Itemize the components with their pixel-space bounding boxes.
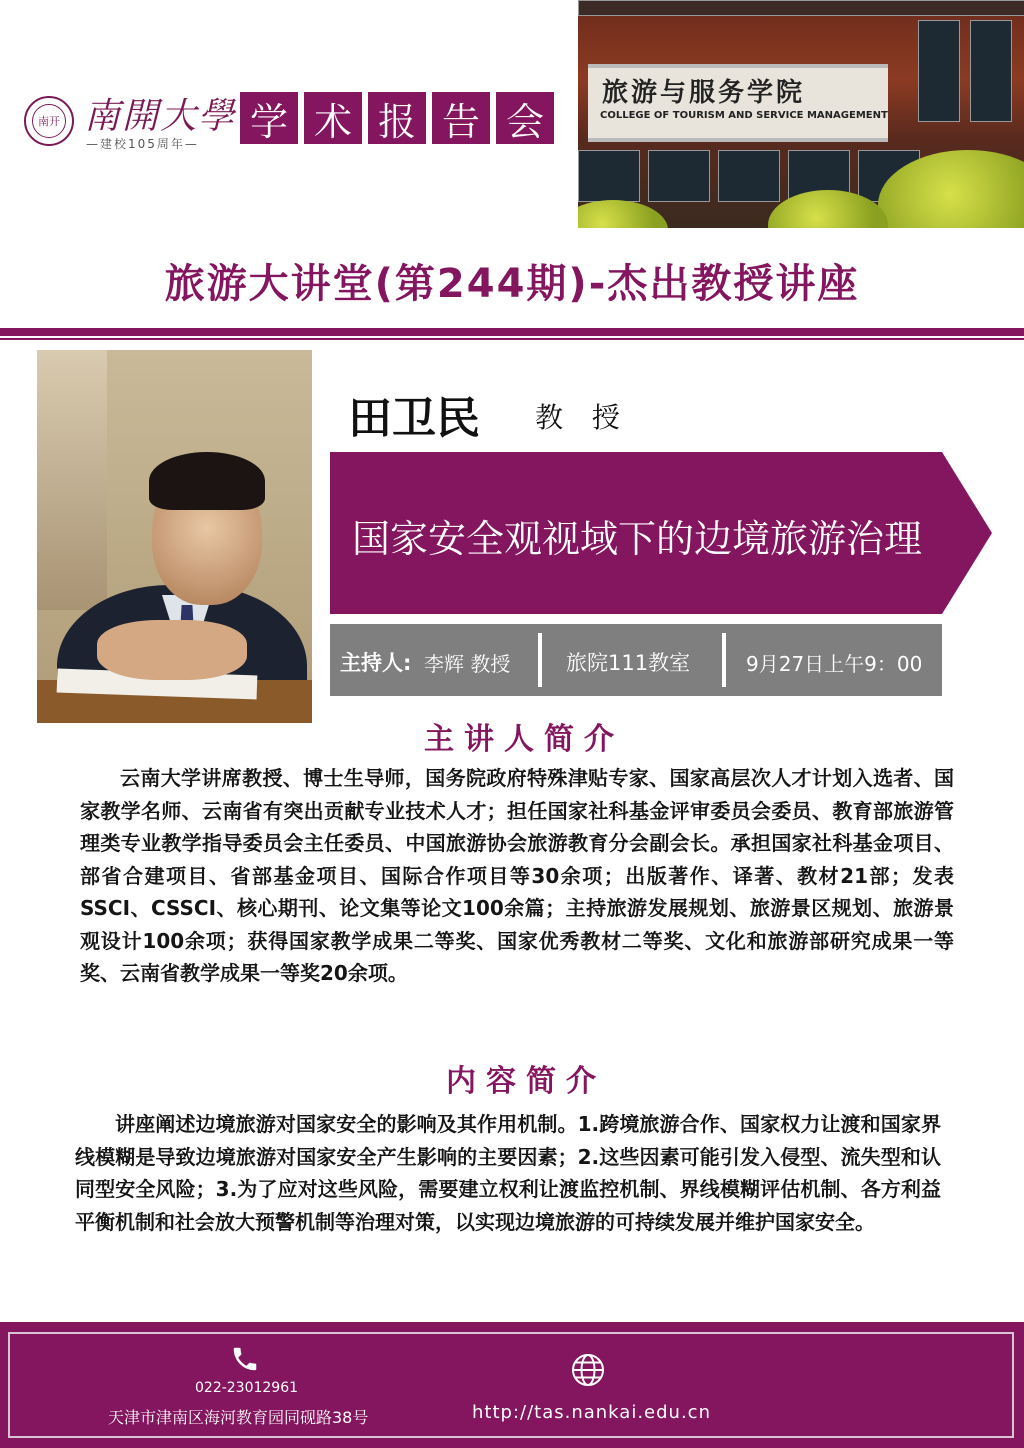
college-building-photo [578,0,1024,228]
event-type-char: 术 [304,92,362,144]
footer-website-link[interactable]: http://tas.nankai.edu.cn [472,1402,711,1423]
event-type-char: 学 [240,92,298,144]
footer-phone: 022-23012961 [195,1380,299,1396]
event-type-char: 告 [432,92,490,144]
summary-text: 讲座阐述边境旅游对国家安全的影响及其作用机制。1.跨境旅游合作、国家权力让渡和国家界线模糊是导致边境旅游对国家安全产生影响的主要因素；2.这些因素可能引发入侵型、流失型和认同型安全风险；3.为了应对这些风险，需要建立权利让渡监控机制、界线模糊评估机制、各方利益平衡机制和社会放大预警机制等治理对策，以实现边境旅游的可持续发展并维护国家安全。 [75,1112,941,1234]
bio-text: 云南大学讲席教授、博士生导师，国务院政府特殊津贴专家、国家高层次人才计划入选者、国家教学名师、云南省有突出贡献专业技术人才；担任国家社科基金评审委员会委员、教育部旅游管理类专业教学指导委员会主任委员、中国旅游协会旅游教育分会副会长。承担国家社科基金项目、部省合建项目、省部基金项目、国际合作项目等30余项；出版著作、译著、教材21部；发表SSCI、CSSCI、核心期刊、论文集等论文100余篇；主持旅游发展规划、旅游景区规划、旅游景观设计100余项；获得国家教学成果二等奖、国家优秀教材二等奖、文化和旅游部研究成果一等奖、云南省教学成果一等奖20余项。 [80,766,954,985]
building-sign-en: COLLEGE OF TOURISM AND SERVICE MANAGEMENT [600,110,888,121]
summary-heading: 内容简介 [446,1064,606,1099]
event-title: 旅游大讲堂(第244期)-杰出教授讲座 [164,261,860,307]
event-type-char: 会 [496,92,554,144]
title-divider-thin [0,338,1024,340]
building-sign-cn: 旅游与服务学院 [602,78,806,108]
footer-address: 天津市津南区海河教育园同砚路38号 [108,1408,369,1427]
anniversary-text: —建校105周年— [86,137,199,151]
lecture-topic: 国家安全观视域下的边境旅游治理 [352,517,923,561]
university-name: 南開大學 [84,96,237,137]
event-type-tiles [240,92,554,144]
info-separator [538,633,542,687]
university-seal-logo: 南开 [24,96,74,146]
event-time: 9月27日上午9：00 [746,652,923,676]
speaker-title: 教 授 [535,401,630,434]
bio-heading: 主讲人简介 [424,722,624,757]
info-separator [722,633,726,687]
venue: 旅院111教室 [566,651,691,675]
host-name: 李辉 教授 [424,652,511,676]
globe-icon [570,1352,606,1388]
host-label: 主持人: [340,651,412,675]
building-sign [588,64,888,142]
event-type-char: 报 [368,92,426,144]
speaker-photo [37,350,312,723]
speaker-name: 田卫民 [348,393,480,444]
phone-icon [230,1344,260,1374]
title-divider [0,328,1024,336]
